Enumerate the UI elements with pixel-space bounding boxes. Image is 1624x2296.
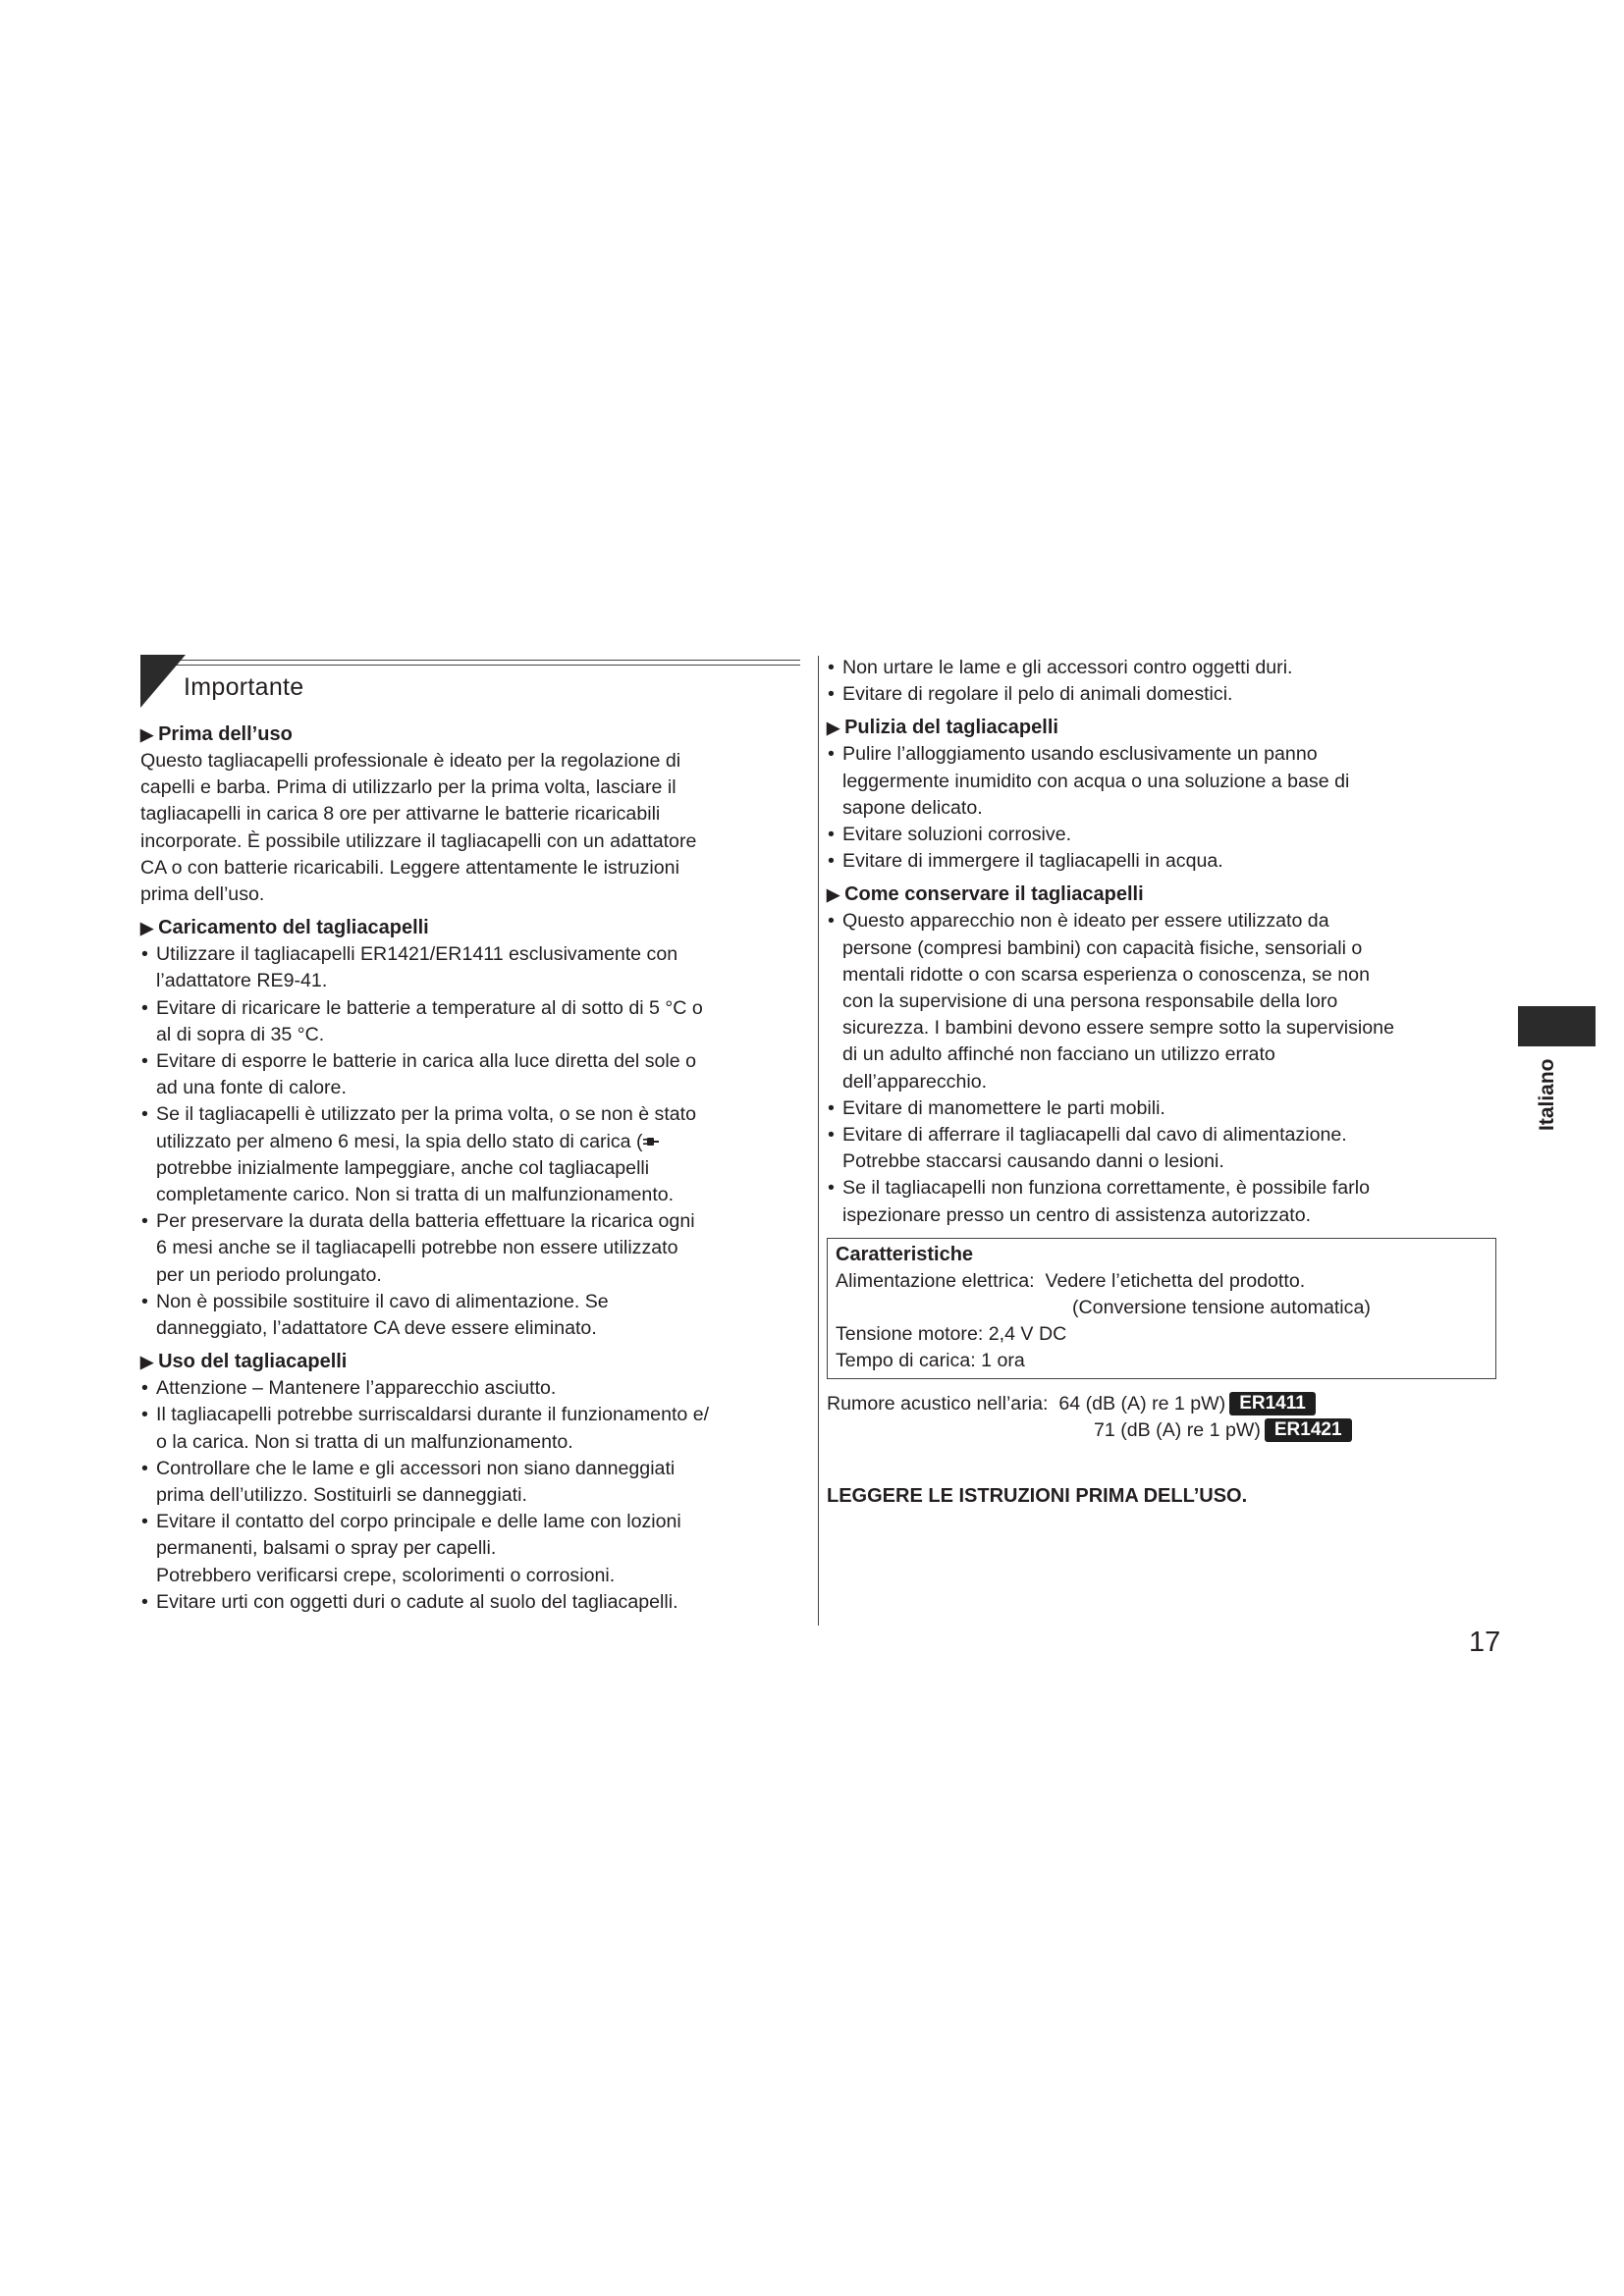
language-side-label: Italiano [1536, 1058, 1558, 1131]
list-item: • Non è possibile sostituire il cavo di alimentazione. Se danneggiato, l’adattatore CA deve essere eliminato. [140, 1289, 798, 1342]
read-instructions-notice: LEGGERE LE ISTRUZIONI PRIMA DELL’USO. [827, 1485, 1248, 1508]
charge-time-row: Tempo di carica: 1 ora [836, 1350, 1025, 1372]
triangle-bullet-icon: ▶ [140, 725, 154, 744]
heading-title: Importante [184, 673, 304, 701]
page-number: 17 [1469, 1627, 1501, 1658]
uso-list-last [140, 1589, 798, 1616]
list-item: • Questo apparecchio non è ideato per essere utilizzato da persone (compresi bambini) con capacità fisiche, sensoriali o mentali ridotte o con scarsa esperienza o conoscenza, se non con la supervisione di una persona responsabile della loro sicurezza. I bambini devono essere sempre sotto la supervisione di un adulto affinché non facciano un utilizzo errato dell’apparecchio. [827, 908, 1504, 1095]
list-item: • Utilizzare il tagliacapelli ER1421/ER1411 esclusivamente con l’adattatore RE9-41. [140, 941, 798, 994]
list-item: • Il tagliacapelli potrebbe surriscaldarsi durante il funzionamento e/ o la carica. Non si tratta di un malfunzionamento. [140, 1402, 798, 1455]
list-item: • Se il tagliacapelli è utilizzato per la prima volta, o se non è stato utilizzato per almeno 6 mesi, la spia dello stato di carica ( potrebbe inizialmente lampeggiare, anche col tagliacapelli completamente carico. Non si tratta di un malfunzionamento. [140, 1101, 798, 1208]
list-item: • Evitare di regolare il pelo di animali domestici. [827, 681, 1504, 708]
heading-rule [140, 660, 800, 666]
language-tab-marker [1518, 1006, 1596, 1046]
list-item: • Se il tagliacapelli non funziona correttamente, è possibile farlo ispezionare presso un centro di assistenza autorizzato. [827, 1175, 1504, 1228]
uso-note: Potrebbero verificarsi crepe, scolorimenti o corrosioni. [156, 1564, 616, 1586]
list-item: • Per preservare la durata della batteria effettuare la ricarica ogni 6 mesi anche se il tagliacapelli potrebbe non essere utilizzato per un periodo prolungato. [140, 1208, 798, 1289]
subheading-conservare: ▶ Come conservare il tagliacapelli [827, 883, 1144, 906]
section-pulizia [827, 715, 1504, 875]
heading-corner-mark [140, 655, 186, 708]
list-item: • Pulire l’alloggiamento usando esclusivamente un panno leggermente inumidito con acqua o una soluzione a base di sapone delicato. [827, 741, 1504, 822]
list-item: • Evitare di afferrare il tagliacapelli dal cavo di alimentazione. Potrebbe staccarsi causando danni o lesioni. [827, 1122, 1504, 1175]
left-column [140, 655, 798, 1623]
section-prima [140, 721, 798, 908]
section-uso-continued [827, 655, 1504, 708]
subheading-uso: ▶ Uso del tagliacapelli [140, 1351, 348, 1373]
section-uso [140, 1349, 798, 1616]
plug-icon [643, 1135, 659, 1148]
subheading-pulizia: ▶ Pulizia del tagliacapelli [827, 717, 1058, 739]
caricamento-list [140, 941, 798, 1342]
motor-voltage-row: Tensione motore: 2,4 V DC [836, 1323, 1067, 1346]
list-item: • Attenzione – Mantenere l’apparecchio asciutto. [140, 1375, 798, 1402]
triangle-bullet-icon: ▶ [140, 1353, 154, 1372]
section-caricamento [140, 915, 798, 1342]
section-heading [140, 655, 798, 716]
model-badge-er1421: ER1421 [1265, 1418, 1352, 1442]
triangle-bullet-icon: ▶ [827, 885, 840, 905]
pulizia-list [827, 741, 1504, 875]
power-supply-row: Alimentazione elettrica: Vedere l’etichetta del prodotto. [836, 1269, 1306, 1292]
triangle-bullet-icon: ▶ [827, 719, 840, 738]
subheading-caricamento: ▶ Caricamento del tagliacapelli [140, 917, 429, 939]
list-item: • Evitare di esporre le batterie in carica alla luce diretta del sole o ad una fonte di calore. [140, 1048, 798, 1101]
list-item: • Evitare di manomettere le parti mobili. [827, 1095, 1504, 1122]
list-item: • Controllare che le lame e gli accessori non siano danneggiati prima dell’utilizzo. Sostituirli se danneggiati. [140, 1456, 798, 1509]
list-item: • Evitare urti con oggetti duri o cadute al suolo del tagliacapelli. [140, 1589, 798, 1616]
section-conservare [827, 881, 1504, 1228]
noise-info: Rumore acustico nell’aria: 64 (dB (A) re 1 pW) ER1411 71 (dB (A) re 1 pW) ER1421 [827, 1391, 1504, 1444]
conservare-list [827, 908, 1504, 1228]
specifications-title: Caratteristiche [836, 1243, 974, 1265]
list-item: • Evitare il contatto del corpo principale e delle lame con lozioni permanenti, balsami o spray per capelli. [140, 1509, 798, 1562]
list-item: • Evitare soluzioni corrosive. [827, 822, 1504, 848]
uso-cont-list [827, 655, 1504, 708]
subheading-prima: ▶ Prima dell’uso [140, 723, 293, 745]
uso-list [140, 1375, 798, 1562]
specifications-box [827, 1238, 1496, 1379]
prima-paragraph: Questo tagliacapelli professionale è ideato per la regolazione di capelli e barba. Prima di utilizzarlo per la prima volta, lasciare il tagliacapelli in carica 8 ore per attivarne le batterie ricaricabili incorporate. È possibile utilizzare il tagliacapelli con un adattatore CA o con batterie ricaricabili. Leggere attentamente le istruzioni prima dell’uso. [140, 750, 697, 906]
list-item: • Evitare di immergere il tagliacapelli in acqua. [827, 848, 1504, 875]
list-item: • Evitare di ricaricare le batterie a temperature al di sotto di 5 °C o al di sopra di 35 °C. [140, 995, 798, 1048]
list-item: • Non urtare le lame e gli accessori contro oggetti duri. [827, 655, 1504, 681]
model-badge-er1411: ER1411 [1229, 1392, 1316, 1415]
right-column [827, 655, 1504, 1508]
triangle-bullet-icon: ▶ [140, 919, 154, 938]
power-supply-note: (Conversione tensione automatica) [1072, 1297, 1371, 1319]
column-divider [818, 656, 819, 1626]
